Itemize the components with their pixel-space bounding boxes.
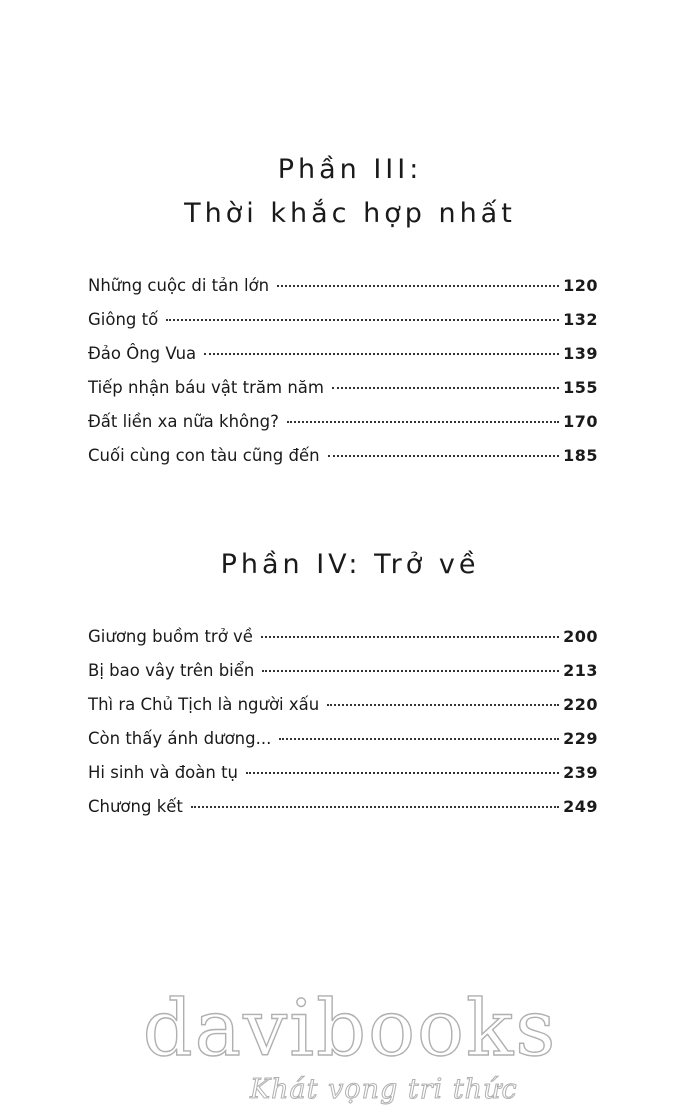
- toc-entry-title: Đảo Ông Vua: [88, 344, 197, 363]
- dot-leader: [332, 387, 559, 389]
- toc-entry-title: Những cuộc di tản lớn: [88, 276, 270, 295]
- part-3-heading-title: Thời khắc hợp nhất: [184, 198, 516, 229]
- toc-entry: [88, 344, 598, 378]
- dot-leader: [191, 806, 559, 808]
- part-4-toc-list: [88, 627, 598, 831]
- toc-entry-page: 213: [563, 661, 598, 680]
- toc-entry: [88, 661, 598, 695]
- toc-entry: [88, 797, 598, 831]
- toc-entry: [88, 446, 598, 480]
- toc-entry-page: 249: [563, 797, 598, 816]
- dot-leader: [246, 772, 559, 774]
- watermark-brand: davibooks: [142, 984, 558, 1074]
- toc-entry-title: Đất liền xa nữa không?: [88, 412, 279, 431]
- part-4-heading: Phần IV: Trở về: [220, 549, 480, 580]
- toc-entry-page: 239: [563, 763, 598, 782]
- part-3-heading-number: Phần III:: [277, 154, 423, 185]
- dot-leader: [204, 353, 559, 355]
- dot-leader: [277, 285, 559, 287]
- toc-entry: [88, 378, 598, 412]
- toc-entry: [88, 276, 598, 310]
- dot-leader: [328, 455, 560, 457]
- toc-entry: [88, 310, 598, 344]
- toc-entry-title: Giông tố: [88, 310, 159, 329]
- dot-leader: [279, 738, 559, 740]
- toc-entry: [88, 695, 598, 729]
- toc-entry-page: 185: [563, 446, 598, 465]
- toc-entry-page: 120: [563, 276, 598, 295]
- toc-entry: [88, 627, 598, 661]
- toc-entry-page: 155: [563, 378, 598, 397]
- toc-entry-title: Tiếp nhận báu vật trăm năm: [88, 378, 324, 397]
- toc-entry: [88, 729, 598, 763]
- part-3-toc-list: [88, 276, 598, 480]
- toc-entry-title: Cuối cùng con tàu cũng đến: [88, 446, 320, 465]
- toc-entry: [88, 763, 598, 797]
- toc-entry-page: 220: [563, 695, 598, 714]
- dot-leader: [166, 319, 559, 321]
- toc-entry-page: 139: [563, 344, 598, 363]
- dot-leader: [261, 636, 559, 638]
- dot-leader: [327, 704, 559, 706]
- toc-entry-title: Giương buồm trở về: [88, 627, 253, 646]
- toc-entry: [88, 412, 598, 446]
- toc-entry-title: Thì ra Chủ Tịch là người xấu: [88, 695, 320, 714]
- toc-entry-title: Bị bao vây trên biển: [88, 661, 255, 680]
- toc-entry-page: 229: [563, 729, 598, 748]
- dot-leader: [262, 670, 559, 672]
- toc-entry-title: Hi sinh và đoàn tụ: [88, 763, 239, 782]
- toc-entry-page: 200: [563, 627, 598, 646]
- toc-entry-title: Chương kết: [88, 797, 183, 816]
- toc-entry-page: 132: [563, 310, 598, 329]
- toc-entry-title: Còn thấy ánh dương...: [88, 729, 272, 748]
- watermark-tagline: Khát vọng tri thức: [250, 1074, 518, 1105]
- toc-entry-page: 170: [563, 412, 598, 431]
- dot-leader: [287, 421, 559, 423]
